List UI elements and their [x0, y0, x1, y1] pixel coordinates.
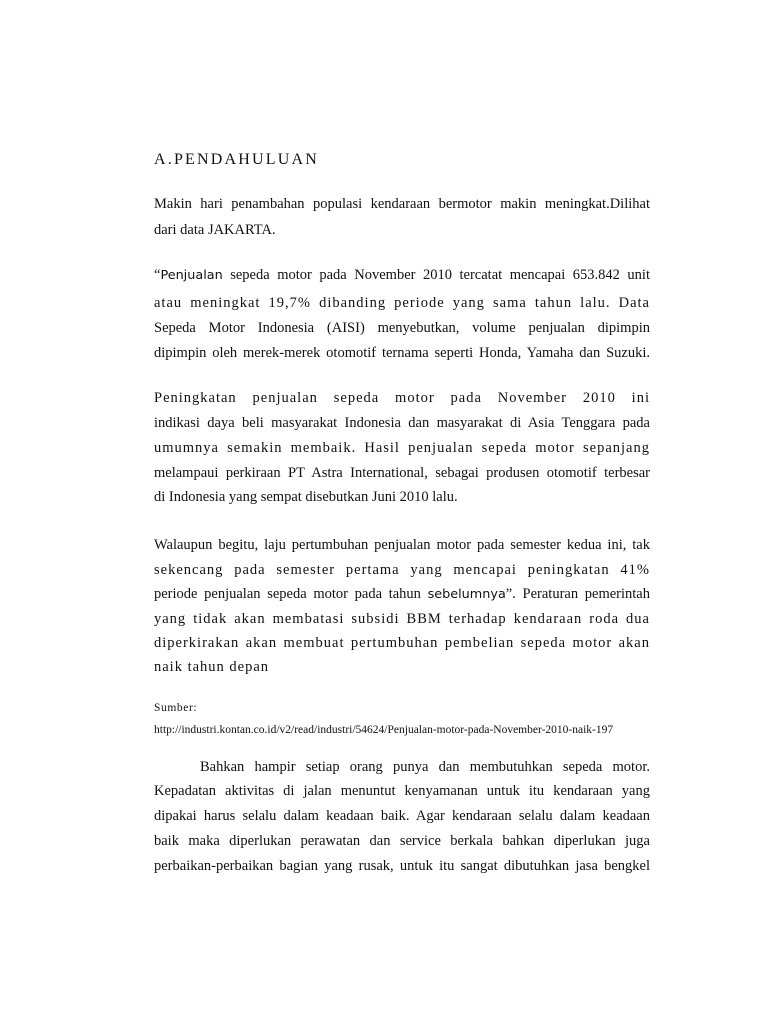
document-page	[154, 0, 650, 1024]
paragraph-line: sekencang pada semester pertama yang mencapai peningkatan 41%	[154, 562, 650, 578]
paragraph-line: Peningkatan penjualan sepeda motor pada November 2010 ini	[154, 390, 650, 406]
quote-line: atau meningkat 19,7% dibanding periode yang sama tahun lalu. Data	[154, 295, 650, 311]
quote-first-word: Penjualan	[160, 268, 223, 283]
paragraph-word: sebelumnya	[427, 587, 506, 602]
paragraph-line: Kepadatan aktivitas di jalan menuntut kenyamanan untuk itu kendaraan yang	[154, 783, 650, 799]
paragraph-line: melampaui perkiraan PT Astra International, sebagai produsen otomotif terbesar	[154, 465, 650, 481]
paragraph-line: dari data JAKARTA.	[154, 222, 276, 238]
paragraph-line: di Indonesia yang sempat disebutkan Juni 2010 lalu.	[154, 489, 458, 505]
paragraph-line: perbaikan-perbaikan bagian yang rusak, untuk itu sangat dibutuhkan jasa bengkel	[154, 858, 650, 874]
paragraph-line: Walaupun begitu, laju pertumbuhan penjualan motor pada semester kedua ini, tak	[154, 537, 650, 553]
paragraph-text: ”. Peraturan pemerintah	[505, 586, 650, 602]
paragraph-line: Bahkan hampir setiap orang punya dan membutuhkan sepeda motor.	[200, 759, 650, 775]
source-label: Sumber:	[154, 702, 198, 714]
paragraph-line: yang tidak akan membatasi subsidi BBM terhadap kendaraan roda dua	[154, 611, 650, 627]
paragraph-text: periode penjualan sepeda motor pada tahun	[154, 586, 428, 602]
source-link[interactable]: http://industri.kontan.co.id/v2/read/industri/54624/Penjualan-motor-pada-November-2010-naik-197	[154, 724, 614, 736]
quote-text: sepeda motor pada November 2010 tercatat mencapai 653.842 unit	[222, 267, 650, 283]
paragraph-line: dipakai harus selalu dalam keadaan baik. Agar kendaraan selalu dalam keadaan	[154, 808, 650, 824]
quote-line	[154, 265, 650, 285]
paragraph-line: umumnya semakin membaik. Hasil penjualan sepeda motor sepanjang	[154, 440, 650, 456]
paragraph-line: naik tahun depan	[154, 659, 270, 675]
section-heading: A.PENDAHULUAN	[154, 151, 320, 168]
paragraph-line: baik maka diperlukan perawatan dan service berkala bahkan diperlukan juga	[154, 833, 650, 849]
paragraph-line	[154, 584, 650, 604]
paragraph-line: Makin hari penambahan populasi kendaraan bermotor makin meningkat.Dilihat	[154, 196, 650, 212]
quote-line: dipimpin oleh merek-merek otomotif ternama seperti Honda, Yamaha dan Suzuki.	[154, 345, 650, 361]
quote-open-mark: “	[154, 267, 161, 283]
paragraph-line: indikasi daya beli masyarakat Indonesia dan masyarakat di Asia Tenggara pada	[154, 415, 650, 431]
quote-line: Sepeda Motor Indonesia (AISI) menyebutkan, volume penjualan dipimpin	[154, 320, 650, 336]
paragraph-line: diperkirakan akan membuat pertumbuhan pembelian sepeda motor akan	[154, 635, 650, 651]
